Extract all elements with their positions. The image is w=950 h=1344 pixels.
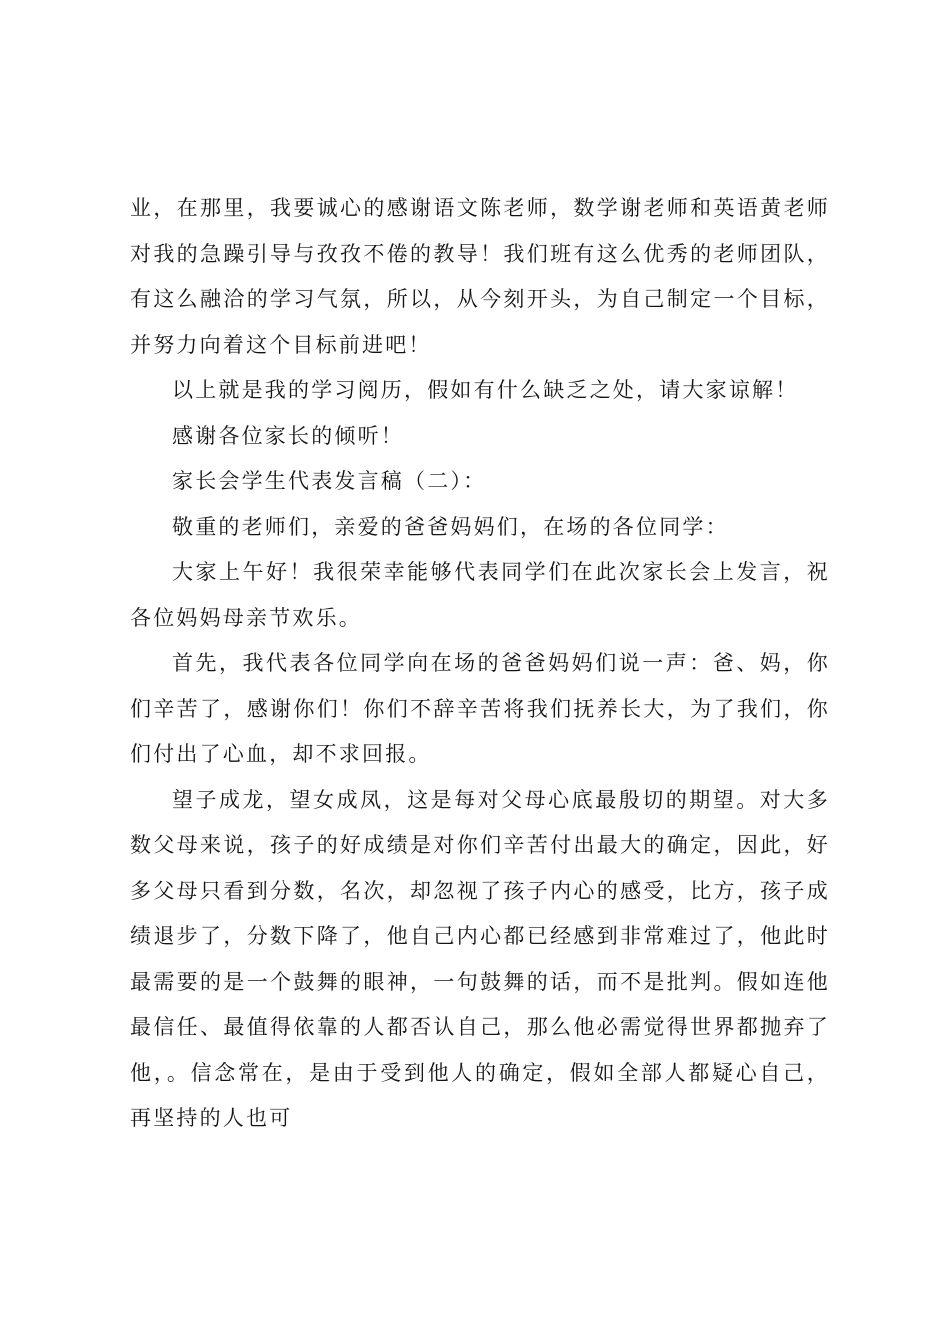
document-body	[130, 186, 830, 1142]
paragraph-greeting: 大家上午好！我很荣幸能够代表同学们在此次家长会上发言，祝各位妈妈母亲节欢乐。	[130, 560, 830, 630]
paragraph-gratitude: 首先，我代表各位同学向在场的爸爸妈妈们说一声：爸、妈，你们辛苦了，感谢你们！你们不辞辛苦将我们抚养长大，为了我们，你们付出了心血，却不求回报。	[130, 651, 830, 766]
paragraph-thanks: 感谢各位家长的倾听！	[172, 423, 404, 448]
paragraph-expectations: 望子成龙，望女成凤，这是每对父母心底最殷切的期望。对大多数父母来说，孩子的好成绩是对你们辛苦付出最大的确定，因此，好多父母只看到分数，名次，却忽视了孩子内心的感受，比方，孩子成绩退步了，分数下降了，他自己内心都已经感到非常难过了，他此时最需要的是一个鼓舞的眼神，一句鼓舞的话，而不是批判。假如连他最信任、最值得依靠的人都否认自己，那么他必需觉得世界都抛弃了他，。信念常在，是由于受到他人的确定，假如全部人都疑心自己，再坚持的人也可	[130, 787, 830, 1130]
paragraph-continuation: 业，在那里，我要诚心的感谢语文陈老师，数学谢老师和英语黄老师对我的急躁引导与孜孜不倦的教导！我们班有这么优秀的老师团队，有这么融洽的学习气氛，所以，从今刻开头，为自己制定一个目标，并努力向着这个目标前进吧！	[130, 196, 830, 357]
paragraph-closing-apology: 以上就是我的学习阅历，假如有什么缺乏之处，请大家谅解！	[172, 378, 799, 402]
paragraph-salutation: 敬重的老师们，亲爱的爸爸妈妈们，在场的各位同学：	[172, 514, 729, 539]
section-heading: 家长会学生代表发言稿（二）：	[172, 469, 487, 493]
